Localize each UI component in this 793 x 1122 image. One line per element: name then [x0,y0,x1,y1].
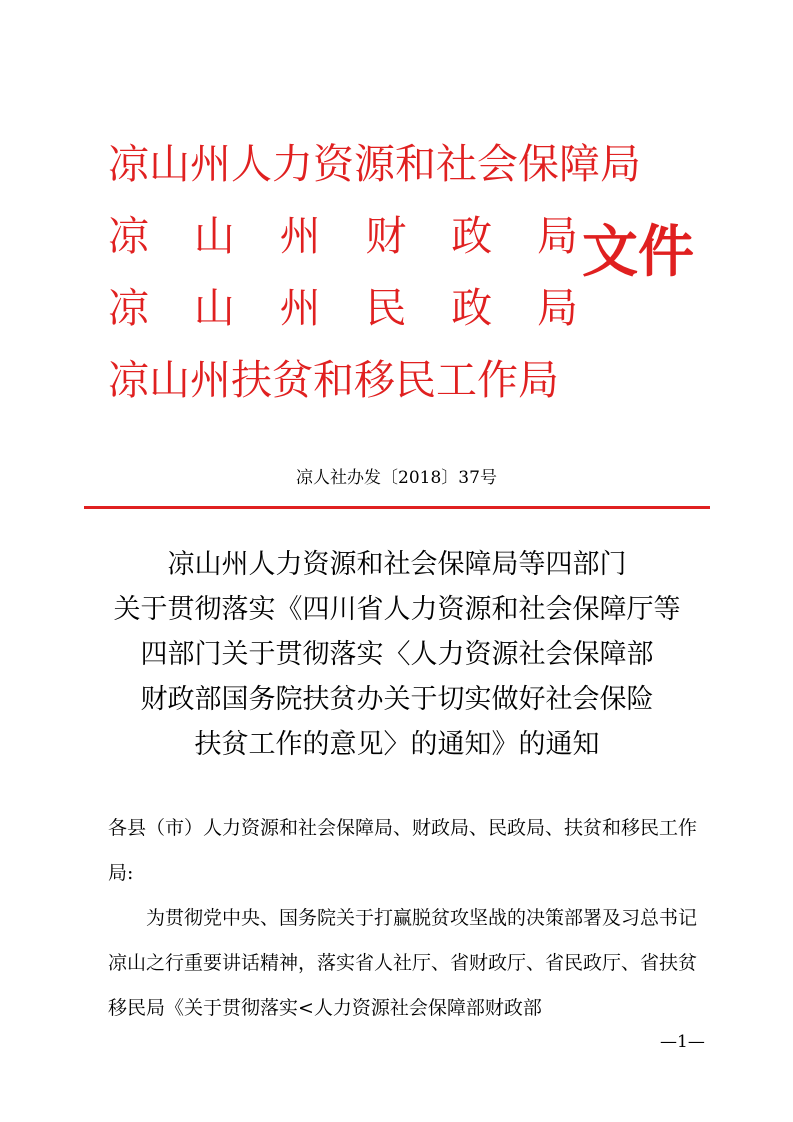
agency-line-2 [108,200,578,272]
title-line: 财政部国务院扶贫办关于切实做好社会保险 [140,684,654,715]
document-body [108,806,713,1031]
document-suffix: 文件 [582,219,694,285]
agency-char: 州 [279,284,321,332]
agency-char: 局 [536,212,578,260]
agency-line-3 [108,272,578,344]
title-line: 扶贫工作的意见〉的通知》的通知 [194,729,600,760]
agency-line-1: 凉山州人力资源和社会保障局 [108,140,641,188]
agency-char: 凉 [108,212,149,260]
agency-char: 局 [536,284,578,332]
agency-char: 州 [279,212,321,260]
agency-char: 政 [451,212,493,260]
title-line: 关于贯彻落实《四川省人力资源和社会保障厅等 [113,594,681,625]
agency-char: 财 [365,212,407,260]
agency-char: 凉 [108,284,149,332]
agency-char: 民 [365,284,407,332]
agency-char: 山 [193,284,235,332]
agency-char: 政 [451,284,493,332]
salutation: 各县（市）人力资源和社会保障局、财政局、民政局、扶贫和移民工作局: [108,817,698,884]
agency-line-4: 凉山州扶贫和移民工作局 [108,356,559,404]
document-number: 凉人社办发〔2018〕37号 [296,468,497,488]
document-title [84,542,710,767]
agency-char: 山 [193,212,235,260]
title-line: 四部门关于贯彻落实〈人力资源社会保障部 [140,639,654,670]
page-number: —1— [660,1032,705,1052]
title-line: 凉山州人力资源和社会保障局等四部门 [167,549,627,580]
red-divider [84,506,710,509]
body-paragraph: 为贯彻党中央、国务院关于打赢脱贫攻坚战的决策部署及习总书记凉山之行重要讲话精神，落实省人社厅、省财政厅、省民政厅、省扶贫移民局《关于贯彻落实<人力资源社会保障部财政部 [108,907,698,1019]
